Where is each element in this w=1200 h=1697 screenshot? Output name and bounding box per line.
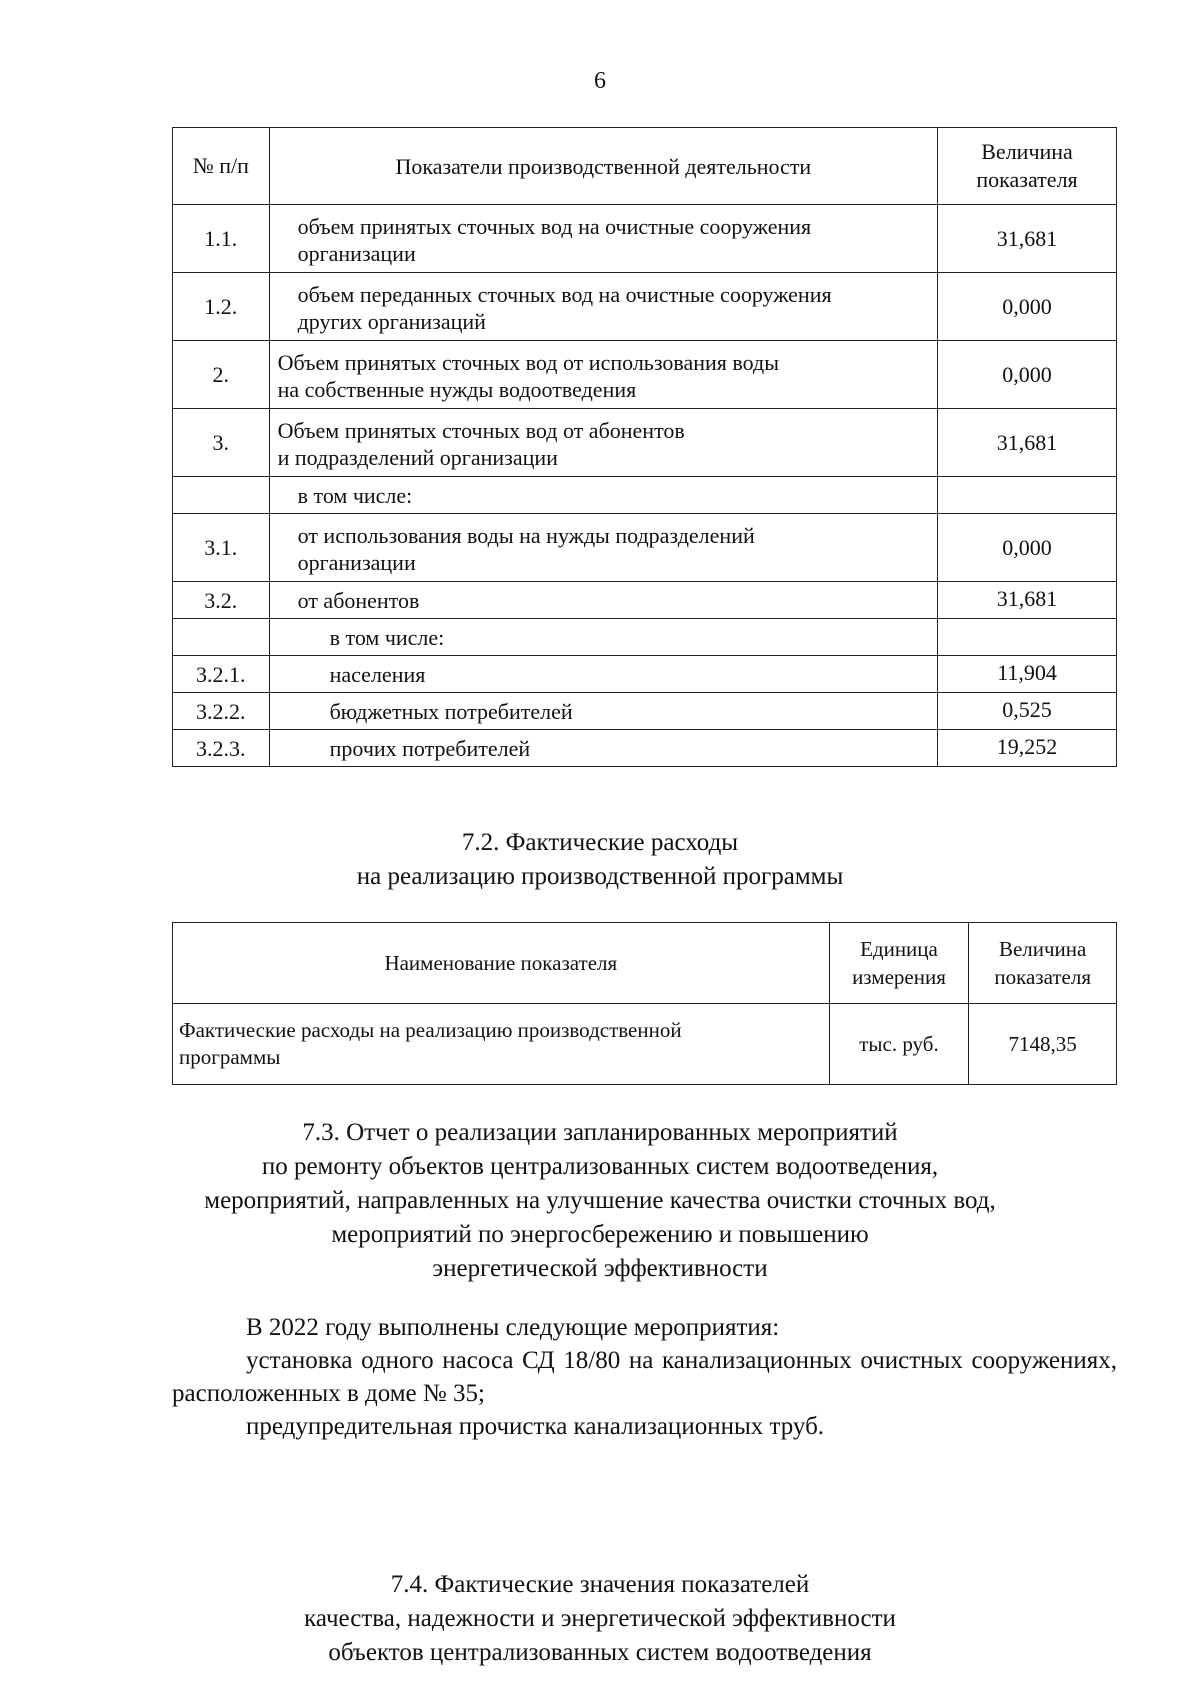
row-name-line2: программы — [179, 1045, 281, 1069]
table-row — [173, 582, 1117, 619]
row-indicator-line2: организации — [297, 240, 416, 266]
row-num — [173, 477, 270, 514]
measures-intro: В 2022 году выполнены следующие мероприятия: — [246, 1314, 780, 1341]
table-row — [173, 273, 1117, 341]
row-indicator — [269, 273, 937, 341]
table-row — [173, 514, 1117, 582]
table-header-row — [173, 128, 1117, 205]
row-indicator: в том числе: — [269, 619, 937, 656]
header-unit-line1: Единица — [860, 937, 938, 961]
row-indicator: бюджетных потребителей — [269, 693, 937, 730]
table-row — [173, 205, 1117, 273]
row-value — [938, 619, 1117, 656]
measure-item-pump: установка одного насоса СД 18/80 на канализационных очистных сооружениях, расположенных в доме № 35; — [172, 1347, 1117, 1407]
table-header-row — [173, 923, 1117, 1004]
row-value: 0,000 — [938, 273, 1117, 341]
production-indicators-table — [172, 127, 1117, 767]
header-unit — [829, 923, 969, 1004]
row-name-line1: Фактические расходы на реализацию производственной — [179, 1018, 682, 1042]
section-7-3-heading — [0, 1116, 1200, 1286]
row-indicator: прочих потребителей — [269, 730, 937, 767]
table-row — [173, 409, 1117, 477]
table-row — [173, 693, 1117, 730]
row-indicator: от абонентов — [269, 582, 937, 619]
row-indicator — [269, 514, 937, 582]
row-value: 0,525 — [938, 693, 1117, 730]
row-num: 3.2.1. — [173, 656, 270, 693]
row-value: 31,681 — [938, 582, 1117, 619]
section-7-2-heading — [0, 826, 1200, 894]
row-indicator-line2: других организаций — [297, 308, 486, 334]
table-row — [173, 656, 1117, 693]
header-value — [969, 923, 1117, 1004]
table-row — [173, 1004, 1117, 1085]
row-value: 31,681 — [938, 409, 1117, 477]
actual-expenses-table — [172, 922, 1117, 1085]
row-num: 3.2. — [173, 582, 270, 619]
row-indicator-line2: организации — [297, 549, 416, 575]
row-value — [938, 477, 1117, 514]
heading-line: объектов централизованных систем водоотведения — [328, 1639, 872, 1666]
row-indicator: населения — [269, 656, 937, 693]
row-indicator-line1: объем принятых сточных вод на очистные сооружения — [297, 213, 812, 239]
table-row — [173, 730, 1117, 767]
row-value: 19,252 — [938, 730, 1117, 767]
row-indicator-line2: на собственные нужды водоотведения — [277, 376, 637, 402]
measure-item-cleaning: предупредительная прочистка канализационных труб. — [246, 1413, 825, 1440]
row-indicator-line1: от использования воды на нужды подразделений — [297, 522, 755, 548]
heading-line: качества, надежности и энергетической эффективности — [304, 1605, 896, 1632]
row-indicator — [269, 205, 937, 273]
header-value-line1: Величина — [998, 937, 1087, 961]
table-row — [173, 341, 1117, 409]
heading-line: по ремонту объектов централизованных систем водоотведения, — [261, 1153, 939, 1180]
section-7-4-heading — [0, 1568, 1200, 1670]
heading-line: 7.4. Фактические значения показателей — [390, 1571, 810, 1598]
heading-line: мероприятий по энергосбережению и повышению — [331, 1221, 869, 1248]
row-indicator-line2: и подразделений организации — [277, 444, 558, 470]
row-num: 1.2. — [173, 273, 270, 341]
row-num: 2. — [173, 341, 270, 409]
heading-line: на реализацию производственной программы — [356, 863, 844, 890]
page-number: 6 — [594, 68, 606, 94]
header-value — [938, 128, 1117, 205]
row-indicator — [269, 341, 937, 409]
row-value: 11,904 — [938, 656, 1117, 693]
header-name: Наименование показателя — [173, 923, 830, 1004]
heading-line: мероприятий, направленных на улучшение качества очистки сточных вод, — [204, 1187, 996, 1214]
header-num: № п/п — [173, 128, 270, 205]
row-num: 3.1. — [173, 514, 270, 582]
row-num: 1.1. — [173, 205, 270, 273]
row-num: 3. — [173, 409, 270, 477]
row-indicator: в том числе: — [269, 477, 937, 514]
table-row — [173, 477, 1117, 514]
row-value: 31,681 — [938, 205, 1117, 273]
heading-line: энергетической эффективности — [432, 1255, 768, 1282]
header-value-line2: показателя — [994, 965, 1091, 989]
header-unit-line2: измерения — [852, 965, 946, 989]
row-value: 0,000 — [938, 341, 1117, 409]
row-num: 3.2.3. — [173, 730, 270, 767]
row-value: 7148,35 — [969, 1004, 1117, 1085]
row-indicator-line1: Объем принятых сточных вод от использования воды — [277, 349, 780, 375]
header-value-line1: Величина — [981, 139, 1073, 164]
header-value-line2: показателя — [976, 167, 1078, 192]
row-unit: тыс. руб. — [829, 1004, 969, 1085]
row-name — [173, 1004, 830, 1085]
heading-line: 7.3. Отчет о реализации запланированных мероприятий — [302, 1119, 898, 1146]
row-value: 0,000 — [938, 514, 1117, 582]
table-row — [173, 619, 1117, 656]
header-indicator: Показатели производственной деятельности — [269, 128, 937, 205]
row-indicator — [269, 409, 937, 477]
heading-line: 7.2. Фактические расходы — [461, 829, 739, 856]
row-num — [173, 619, 270, 656]
row-indicator-line1: объем переданных сточных вод на очистные сооружения — [297, 281, 832, 307]
row-num: 3.2.2. — [173, 693, 270, 730]
row-indicator-line1: Объем принятых сточных вод от абонентов — [277, 417, 685, 443]
